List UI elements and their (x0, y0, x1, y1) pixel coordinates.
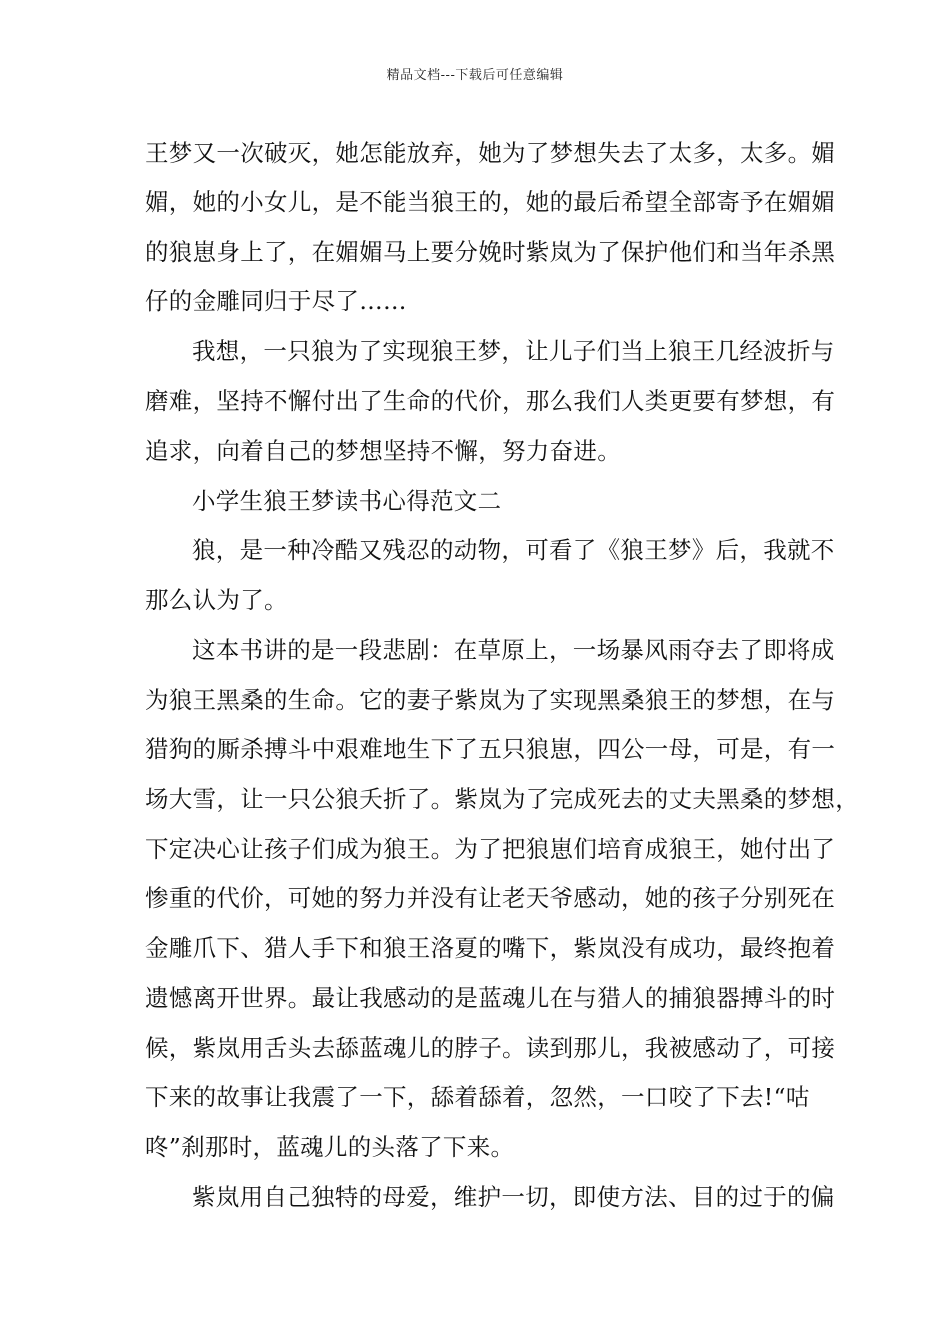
paragraph-start-line: 狼，是一种冷酷又残忍的动物，可看了《狼王梦》后，我就不 (192, 536, 835, 564)
section-heading: 小学生狼王梦读书心得范文二 (192, 487, 502, 515)
body-line-3: 的狼崽身上了，在媚媚马上要分娩时紫岚为了保护他们和当年杀黑 (145, 238, 836, 266)
body-line-10: 那么认为了。 (145, 586, 288, 614)
body-line-1: 王梦又一次破灭，她怎能放弃，她为了梦想失去了太多，太多。媚 (145, 139, 836, 167)
body-line-2: 媚，她的小女儿，是不能当狼王的，她的最后希望全部寄予在媚媚 (145, 188, 836, 216)
body-line-16: 惨重的代价，可她的努力并没有让老天爷感动，她的孩子分别死在 (145, 884, 836, 912)
body-line-18: 遗憾离开世界。最让我感动的是蓝魂儿在与猎人的捕狼器搏斗的时 (145, 984, 836, 1012)
paragraph-start-line: 紫岚用自己独特的母爱，维护一切，即使方法、目的过于的偏 (192, 1183, 835, 1211)
body-line-20: 下来的故事让我震了一下，舔着舔着，忽然，一口咬了下去!“咕 (145, 1083, 810, 1111)
body-line-19: 候，紫岚用舌头去舔蓝魂儿的脖子。读到那儿，我被感动了，可接 (145, 1034, 836, 1062)
body-line-6: 磨难，坚持不懈付出了生命的代价，那么我们人类更要有梦想，有 (145, 387, 836, 415)
body-line-14: 场大雪，让一只公狼夭折了。紫岚为了完成死去的丈夫黑桑的梦想， (145, 785, 859, 813)
body-line-12: 为狼王黑桑的生命。它的妻子紫岚为了实现黑桑狼王的梦想，在与 (145, 686, 836, 714)
paragraph-start-line: 这本书讲的是一段悲剧：在草原上，一场暴风雨夺去了即将成 (192, 636, 835, 664)
body-line-7: 追求，向着自己的梦想坚持不懈，努力奋进。 (145, 437, 621, 465)
body-line-13: 猎狗的厮杀搏斗中艰难地生下了五只狼崽，四公一母，可是，有一 (145, 735, 836, 763)
body-line-17: 金雕爪下、猎人手下和狼王洛夏的嘴下，紫岚没有成功，最终抱着 (145, 934, 836, 962)
body-line-15: 下定决心让孩子们成为狼王。为了把狼崽们培育成狼王，她付出了 (145, 835, 836, 863)
body-line-21: 咚”刹那时，蓝魂儿的头落了下来。 (145, 1133, 515, 1161)
page-header: 精品文档---下载后可任意编辑 (386, 68, 564, 83)
paragraph-start-line: 我想，一只狼为了实现狼王梦，让儿子们当上狼王几经波折与 (192, 337, 835, 365)
body-line-4: 仔的金雕同归于尽了…… (145, 287, 407, 315)
